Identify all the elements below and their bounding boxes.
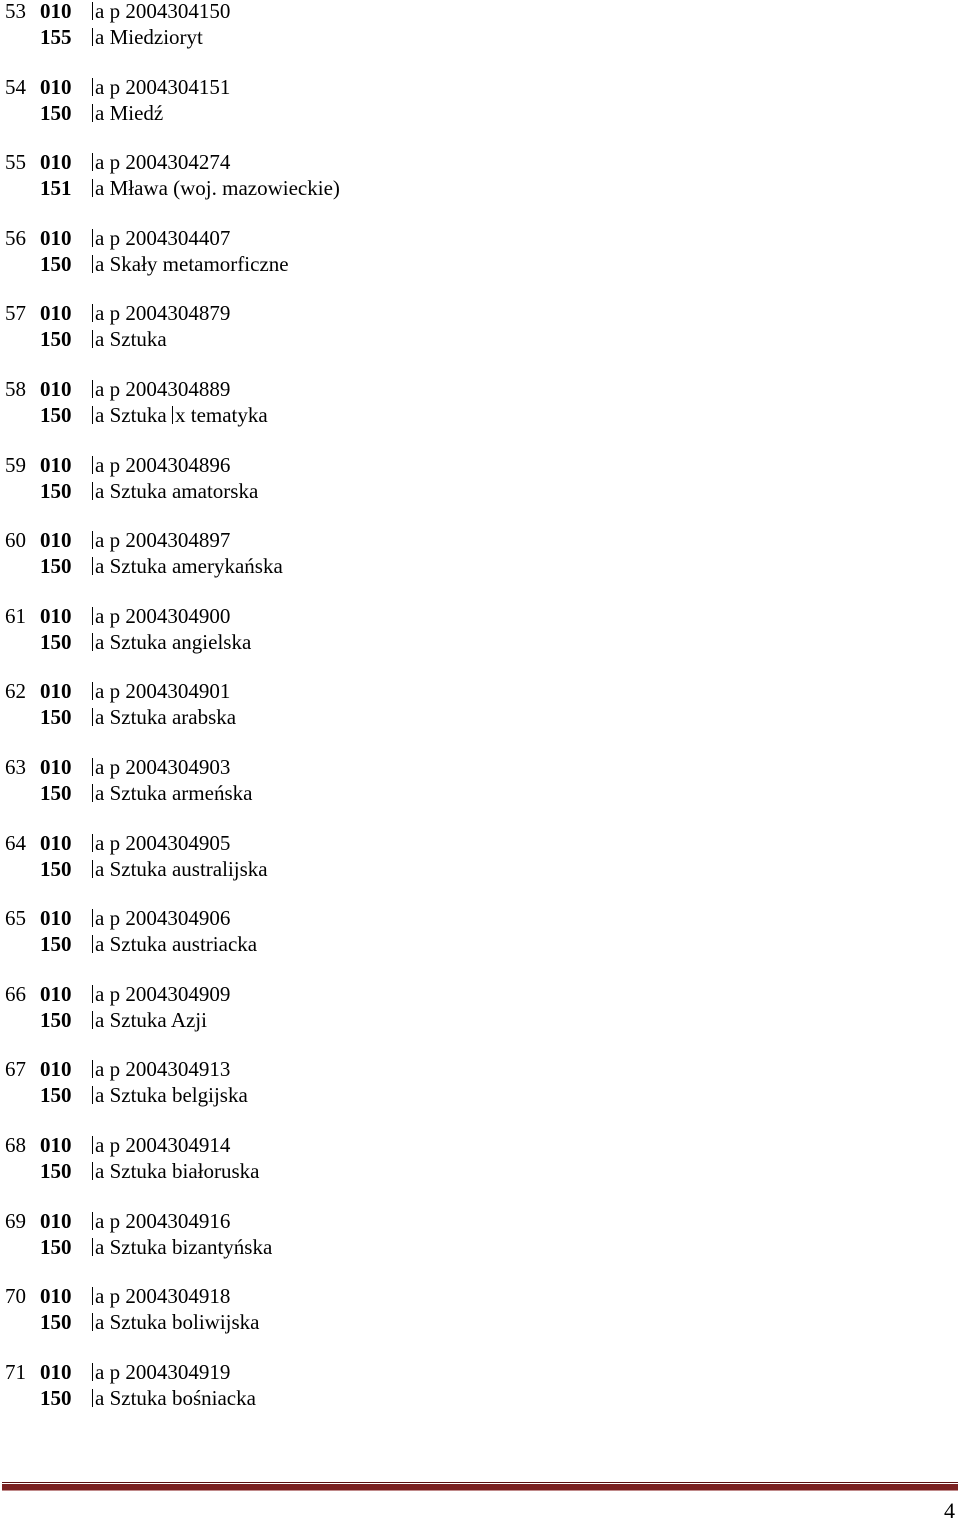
record-number: 53 <box>5 0 26 23</box>
record <box>0 832 960 908</box>
field-tag: 010 <box>40 528 72 553</box>
subfield-delimiter <box>92 1389 93 1407</box>
record-line-heading <box>0 629 251 655</box>
subfield-value: tematyka <box>190 402 268 427</box>
record <box>0 605 960 681</box>
subfield-value: Sztuka <box>109 327 167 352</box>
field-tag: 150 <box>40 1158 72 1183</box>
field-tag: 010 <box>40 906 72 931</box>
subfield-delimiter <box>92 557 93 575</box>
subfield-value: p 2004304913 <box>109 1057 231 1082</box>
record-line-control-number <box>0 754 230 780</box>
subfield-code: a <box>95 754 105 779</box>
subfield-delimiter <box>92 784 93 802</box>
record-line-heading <box>0 100 163 126</box>
record <box>0 227 960 303</box>
subfield-value: p 2004304919 <box>109 1359 231 1384</box>
record-line-control-number <box>0 452 230 478</box>
subfield-delimiter <box>92 985 93 1003</box>
subfield-value: Skały metamorficzne <box>109 251 289 276</box>
subfield-code: a <box>95 603 105 628</box>
subfield-delimiter <box>92 78 93 96</box>
record-line-heading <box>0 1007 207 1033</box>
subfield-value: p 2004304896 <box>109 452 231 477</box>
subfield-code: a <box>95 0 105 23</box>
subfield-delimiter <box>92 909 93 927</box>
record-number: 62 <box>5 679 26 704</box>
subfield-value: Sztuka bośniacka <box>109 1385 256 1410</box>
field-tag: 010 <box>40 603 72 628</box>
record <box>0 454 960 530</box>
subfield-code: a <box>95 1359 105 1384</box>
record-number: 56 <box>5 225 26 250</box>
record-number: 55 <box>5 150 26 175</box>
record-line-control-number <box>0 300 230 326</box>
record-line-heading <box>0 1309 259 1335</box>
field-tag: 150 <box>40 1083 72 1108</box>
subfield-delimiter <box>92 456 93 474</box>
subfield-code: a <box>95 376 105 401</box>
record-line-control-number <box>0 1283 230 1309</box>
record-line-heading <box>0 478 258 504</box>
record-line-heading <box>0 1082 248 1108</box>
footer-rule <box>2 1484 958 1491</box>
field-tag: 150 <box>40 932 72 957</box>
subfield-value: Miedzioryt <box>109 25 203 49</box>
subfield-delimiter <box>92 1011 93 1029</box>
record-line-heading <box>0 1385 256 1411</box>
subfield-value: Sztuka <box>109 402 167 427</box>
field-tag: 150 <box>40 402 72 427</box>
subfield-code: a <box>95 554 105 579</box>
record-line-control-number <box>0 678 230 704</box>
record-line-heading <box>0 24 203 50</box>
record-number: 71 <box>5 1359 26 1384</box>
subfield-value: Sztuka austriacka <box>109 932 258 957</box>
record-line-heading <box>0 251 289 277</box>
subfield-code: a <box>95 856 105 881</box>
subfield-value: p 2004304274 <box>109 150 231 175</box>
record-line-heading <box>0 780 252 806</box>
record-line-control-number <box>0 74 230 100</box>
subfield-code: a <box>95 780 105 805</box>
subfield-value: Sztuka belgijska <box>109 1083 248 1108</box>
field-tag: 010 <box>40 679 72 704</box>
subfield-value: Sztuka Azji <box>109 1007 207 1032</box>
subfield-delimiter <box>92 380 93 398</box>
subfield-value: p 2004304914 <box>109 1132 231 1157</box>
record-line-control-number <box>0 981 230 1007</box>
subfield-code: a <box>95 981 105 1006</box>
subfield-delimiter <box>92 1363 93 1381</box>
subfield-value: p 2004304407 <box>109 225 231 250</box>
subfield-delimiter <box>92 330 93 348</box>
field-tag: 010 <box>40 150 72 175</box>
subfield-code: a <box>95 251 105 276</box>
record <box>0 756 960 832</box>
subfield-value: Mława (woj. mazowieckie) <box>109 176 340 201</box>
field-tag: 010 <box>40 1132 72 1157</box>
record-line-heading <box>0 402 268 428</box>
field-tag: 155 <box>40 25 72 49</box>
record-line-control-number <box>0 527 230 553</box>
record <box>0 529 960 605</box>
field-tag: 010 <box>40 830 72 855</box>
subfield-delimiter <box>92 153 93 171</box>
subfield-delimiter <box>92 104 93 122</box>
record-line-control-number <box>0 1208 230 1234</box>
field-tag: 010 <box>40 301 72 326</box>
record-number: 67 <box>5 1057 26 1082</box>
subfield-value: p 2004304906 <box>109 906 231 931</box>
record-number: 63 <box>5 754 26 779</box>
subfield-code: x <box>174 402 186 427</box>
subfield-delimiter <box>92 607 93 625</box>
subfield-code: a <box>95 1284 105 1309</box>
subfield-delimiter <box>92 255 93 273</box>
subfield-code: a <box>95 1007 105 1032</box>
field-tag: 010 <box>40 1359 72 1384</box>
record-number: 69 <box>5 1208 26 1233</box>
subfield-code: a <box>95 478 105 503</box>
field-tag: 151 <box>40 176 72 201</box>
subfield-delimiter <box>92 682 93 700</box>
record-number: 64 <box>5 830 26 855</box>
subfield-delimiter <box>92 1136 93 1154</box>
subfield-value: p 2004304901 <box>109 679 231 704</box>
field-tag: 150 <box>40 629 72 654</box>
subfield-delimiter <box>92 935 93 953</box>
subfield-code: a <box>95 679 105 704</box>
subfield-delimiter <box>92 633 93 651</box>
subfield-delimiter <box>92 482 93 500</box>
record-number: 66 <box>5 981 26 1006</box>
field-tag: 010 <box>40 452 72 477</box>
subfield-delimiter <box>92 179 93 197</box>
subfield-value: Sztuka boliwijska <box>109 1310 260 1335</box>
subfield-code: a <box>95 830 105 855</box>
subfield-code: a <box>95 327 105 352</box>
record-line-heading <box>0 1158 259 1184</box>
record <box>0 983 960 1059</box>
subfield-delimiter <box>92 1086 93 1104</box>
record <box>0 1361 960 1437</box>
record <box>0 1058 960 1134</box>
subfield-delimiter <box>92 834 93 852</box>
subfield-value: Sztuka amatorska <box>109 478 259 503</box>
subfield-value: Sztuka arabska <box>109 705 237 730</box>
record <box>0 1210 960 1286</box>
subfield-code: a <box>95 25 105 49</box>
record-line-control-number <box>0 905 230 931</box>
field-tag: 150 <box>40 327 72 352</box>
subfield-value: p 2004304909 <box>109 981 231 1006</box>
field-tag: 150 <box>40 1310 72 1335</box>
subfield-delimiter <box>92 1238 93 1256</box>
subfield-delimiter <box>92 1313 93 1331</box>
field-tag: 010 <box>40 1284 72 1309</box>
field-tag: 150 <box>40 251 72 276</box>
record-line-control-number <box>0 830 230 856</box>
subfield-value: p 2004304916 <box>109 1208 231 1233</box>
subfield-value: Sztuka angielska <box>109 629 252 654</box>
field-tag: 150 <box>40 554 72 579</box>
field-tag: 010 <box>40 754 72 779</box>
record-line-control-number <box>0 225 230 251</box>
subfield-code: a <box>95 932 105 957</box>
record <box>0 302 960 378</box>
subfield-value: p 2004304150 <box>109 0 231 23</box>
record-line-heading <box>0 1234 272 1260</box>
record-line-control-number <box>0 603 230 629</box>
record-number: 58 <box>5 376 26 401</box>
field-tag: 010 <box>40 225 72 250</box>
field-tag: 010 <box>40 1208 72 1233</box>
record-line-heading <box>0 553 283 579</box>
record-line-control-number <box>0 1359 230 1385</box>
record-number: 65 <box>5 906 26 931</box>
subfield-code: a <box>95 1208 105 1233</box>
subfield-code: a <box>95 1310 105 1335</box>
subfield-value: Sztuka białoruska <box>109 1158 260 1183</box>
field-tag: 150 <box>40 856 72 881</box>
subfield-value: Sztuka armeńska <box>109 780 253 805</box>
subfield-code: a <box>95 402 105 427</box>
subfield-code: a <box>95 629 105 654</box>
field-tag: 150 <box>40 1234 72 1259</box>
subfield-delimiter <box>92 1060 93 1078</box>
subfield-code: a <box>95 176 105 201</box>
field-tag: 010 <box>40 981 72 1006</box>
subfield-delimiter <box>92 28 93 46</box>
record-number: 59 <box>5 452 26 477</box>
subfield-code: a <box>95 1057 105 1082</box>
record-line-heading <box>0 175 340 201</box>
footer-rule-thin <box>2 1482 958 1483</box>
subfield-delimiter <box>172 406 173 424</box>
subfield-code: a <box>95 225 105 250</box>
field-tag: 010 <box>40 0 72 23</box>
record-number: 54 <box>5 74 26 99</box>
record-line-heading <box>0 931 257 957</box>
record-line-heading <box>0 326 167 352</box>
subfield-code: a <box>95 100 105 125</box>
subfield-code: a <box>95 150 105 175</box>
subfield-value: p 2004304918 <box>109 1284 231 1309</box>
subfield-delimiter <box>92 531 93 549</box>
subfield-code: a <box>95 1385 105 1410</box>
record <box>0 151 960 227</box>
subfield-code: a <box>95 1234 105 1259</box>
record-line-heading <box>0 704 236 730</box>
field-tag: 150 <box>40 705 72 730</box>
subfield-code: a <box>95 1158 105 1183</box>
subfield-value: p 2004304151 <box>109 74 231 99</box>
subfield-code: a <box>95 301 105 326</box>
subfield-delimiter <box>92 860 93 878</box>
record <box>0 1134 960 1210</box>
subfield-delimiter <box>92 2 93 20</box>
subfield-delimiter <box>92 304 93 322</box>
field-tag: 010 <box>40 1057 72 1082</box>
record-number: 70 <box>5 1284 26 1309</box>
subfield-delimiter <box>92 1162 93 1180</box>
record-line-control-number <box>0 1132 230 1158</box>
subfield-value: Sztuka amerykańska <box>109 554 283 579</box>
subfield-delimiter <box>92 1287 93 1305</box>
subfield-value: Sztuka australijska <box>109 856 268 881</box>
subfield-delimiter <box>92 229 93 247</box>
record-line-control-number <box>0 1056 230 1082</box>
subfield-code: a <box>95 1083 105 1108</box>
record-number: 57 <box>5 301 26 326</box>
subfield-code: a <box>95 705 105 730</box>
subfield-code: a <box>95 74 105 99</box>
subfield-delimiter <box>92 708 93 726</box>
page-number: 4 <box>944 1498 955 1523</box>
field-tag: 150 <box>40 780 72 805</box>
record-line-heading <box>0 856 268 882</box>
subfield-value: Miedź <box>109 100 164 125</box>
field-tag: 150 <box>40 1007 72 1032</box>
record-number: 61 <box>5 603 26 628</box>
subfield-value: p 2004304903 <box>109 754 231 779</box>
field-tag: 010 <box>40 74 72 99</box>
record-line-control-number <box>0 376 230 402</box>
subfield-value: p 2004304879 <box>109 301 231 326</box>
field-tag: 150 <box>40 100 72 125</box>
subfield-delimiter <box>92 758 93 776</box>
subfield-code: a <box>95 452 105 477</box>
subfield-value: Sztuka bizantyńska <box>109 1234 273 1259</box>
record <box>0 1285 960 1361</box>
record <box>0 907 960 983</box>
record <box>0 0 960 76</box>
record-number: 60 <box>5 528 26 553</box>
record <box>0 680 960 756</box>
record <box>0 378 960 454</box>
subfield-code: a <box>95 1132 105 1157</box>
field-tag: 010 <box>40 376 72 401</box>
record-line-control-number <box>0 149 230 175</box>
subfield-value: p 2004304889 <box>109 376 231 401</box>
subfield-delimiter <box>92 1212 93 1230</box>
field-tag: 150 <box>40 478 72 503</box>
subfield-code: a <box>95 528 105 553</box>
subfield-code: a <box>95 906 105 931</box>
subfield-value: p 2004304900 <box>109 603 231 628</box>
field-tag: 150 <box>40 1385 72 1410</box>
record <box>0 76 960 152</box>
subfield-value: p 2004304897 <box>109 528 231 553</box>
record-line-control-number <box>0 0 230 24</box>
subfield-value: p 2004304905 <box>109 830 231 855</box>
subfield-delimiter <box>92 406 93 424</box>
record-number: 68 <box>5 1132 26 1157</box>
